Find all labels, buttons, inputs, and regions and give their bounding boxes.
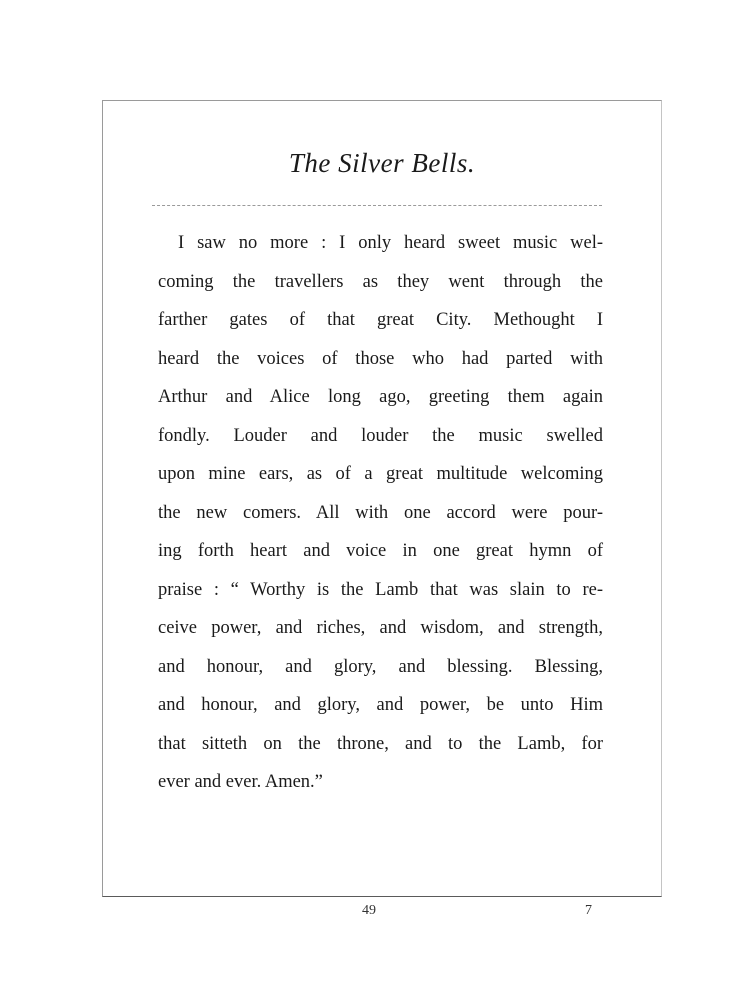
- text-line: heard the voices of those who had parted with: [158, 348, 603, 369]
- text-line: praise : “ Worthy is the Lamb that was slain to re-: [158, 579, 603, 600]
- body-paragraph: [158, 224, 603, 802]
- text-line: upon mine ears, as of a great multitude welcoming: [158, 464, 603, 484]
- text-line: farther gates of that great City. Methought I: [158, 310, 603, 330]
- text-line: I saw no more : I only heard sweet music wel-: [178, 233, 603, 253]
- text-line-last: ever and ever. Amen.”: [158, 772, 323, 792]
- text-line: fondly. Louder and louder the music swelled: [158, 425, 603, 446]
- signature-mark: 7: [585, 903, 592, 918]
- page-number: 49: [362, 903, 376, 918]
- title-rule: [152, 205, 602, 206]
- text-line: coming the travellers as they went through the: [158, 271, 603, 292]
- text-line: that sitteth on the throne, and to the Lamb, for: [158, 733, 603, 754]
- text-line: ceive power, and riches, and wisdom, and strength,: [158, 618, 603, 638]
- text-line: the new comers. All with one accord were pour-: [158, 502, 603, 523]
- text-line: and honour, and glory, and blessing. Blessing,: [158, 656, 603, 677]
- text-line: ing forth heart and voice in one great hymn of: [158, 541, 603, 561]
- text-line: Arthur and Alice long ago, greeting them again: [158, 387, 603, 407]
- page-title: The Silver Bells.: [288, 148, 476, 178]
- text-line: and honour, and glory, and power, be unto Him: [158, 695, 603, 715]
